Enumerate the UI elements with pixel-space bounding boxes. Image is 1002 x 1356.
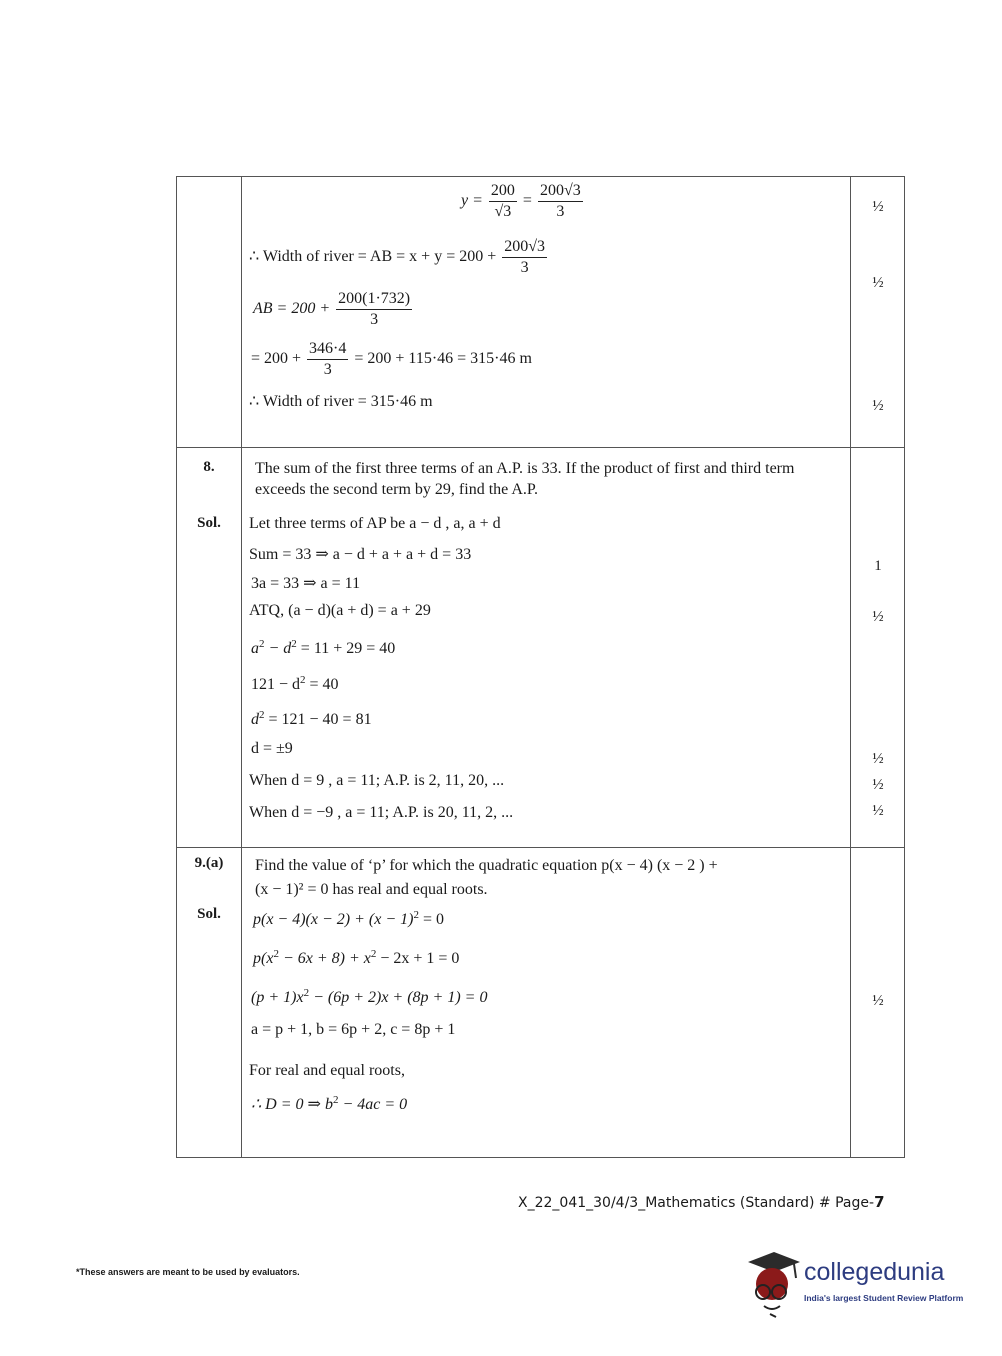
step: $d^2 = 121 - 40 = 81$ <box>251 709 372 728</box>
mark: ½ <box>872 993 884 1009</box>
step: $121 - d^2 = 40$ <box>251 674 339 693</box>
step: 3a = 33 ⇒ a = 11 <box>251 575 361 592</box>
row-divider <box>177 447 904 448</box>
step: d = ±9 <box>251 740 293 757</box>
final-width: ∴ Width of river = 315·46 m <box>249 393 433 410</box>
step: For real and equal roots, <box>249 1062 405 1079</box>
width-equation: ∴ Width of river = AB = x + y = 200 + $\frac{200√3}{3}$ <box>249 238 546 276</box>
logo-tagline: India's largest Student Review Platform <box>804 1293 964 1303</box>
question-text: Find the value of ‘p’ for which the quadratic equation p(x − 4) (x − 2 ) + (x − 1)² = 0 has real and equal roots. <box>255 857 718 898</box>
collegedunia-logo <box>742 1248 972 1318</box>
step: $p(x - 4)(x - 2) + (x - 1)^2 = 0$ <box>253 909 444 928</box>
step: a = p + 1, b = 6p + 2, c = 8p + 1 <box>251 1021 456 1038</box>
question-text: The sum of the first three terms of an A.P. is 33. If the product of first and third term exceeds the second term by 29, find the A.P. <box>255 460 795 498</box>
mark: ½ <box>872 751 884 767</box>
step: Let three terms of AP be a − d , a, a + d <box>249 515 501 532</box>
step: $(p + 1)x^2 - (6p + 2)x + (8p + 1) = 0$ <box>251 987 488 1006</box>
ab-equation: AB = 200 + $\frac{200(1\cdot 732)}{3}$ <box>253 290 411 328</box>
question-number: 8. <box>203 459 215 475</box>
mark: ½ <box>872 199 884 215</box>
mark: 1 <box>874 558 882 574</box>
question-number: 9.(a) <box>194 855 224 871</box>
row-divider <box>177 847 904 848</box>
mark: ½ <box>872 777 884 793</box>
page-footer-code: X_22_041_30/4/3_Mathematics (Standard) # Page-7 <box>518 1193 885 1211</box>
fraction: $\frac{346\cdot 4}{3}$ <box>309 340 347 378</box>
sol-label: Sol. <box>197 906 221 922</box>
step: $a^2 - d^2 = 11 + 29 = 40$ <box>251 638 396 657</box>
fraction: $\frac{200}{√3}$ <box>490 182 515 220</box>
evaluator-note: *These answers are meant to be used by evaluators. <box>76 1267 300 1277</box>
column-divider <box>850 177 851 1157</box>
step: When d = −9 , a = 11; A.P. is 20, 11, 2, ... <box>249 804 514 821</box>
fraction: $\frac{200√3}{3}$ <box>539 182 581 220</box>
step: When d = 9 , a = 11; A.P. is 2, 11, 20, ... <box>249 772 505 789</box>
mark: ½ <box>872 609 884 625</box>
answer-table <box>176 176 905 1158</box>
sol-label: Sol. <box>197 515 221 531</box>
mark: ½ <box>872 398 884 414</box>
step: ∴ D = 0 ⇒ $b^2 - 4ac = 0$ <box>251 1094 408 1113</box>
fraction: $\frac{200(1\cdot 732)}{3}$ <box>338 290 411 328</box>
step: Sum = 33 ⇒ a − d + a + a + d = 33 <box>249 546 472 563</box>
calc-equation: = 200 + $\frac{346\cdot 4}{3}$ = 200 + 115·46 = 315·46 m <box>251 340 532 378</box>
fraction: $\frac{200√3}{3}$ <box>504 238 546 276</box>
y-equation: y = $\frac{200}{√3}$ = $\frac{200√3}{3}$ <box>461 182 581 220</box>
step: $p(x^2 - 6x + 8) + x^2 - 2x + 1 = 0$ <box>253 948 460 967</box>
column-divider <box>241 177 242 1157</box>
mark: ½ <box>872 275 884 291</box>
mark: ½ <box>872 803 884 819</box>
logo-name: collegedunia <box>804 1258 945 1286</box>
mascot-icon <box>742 1248 804 1318</box>
step: ATQ, (a − d)(a + d) = a + 29 <box>249 602 431 619</box>
